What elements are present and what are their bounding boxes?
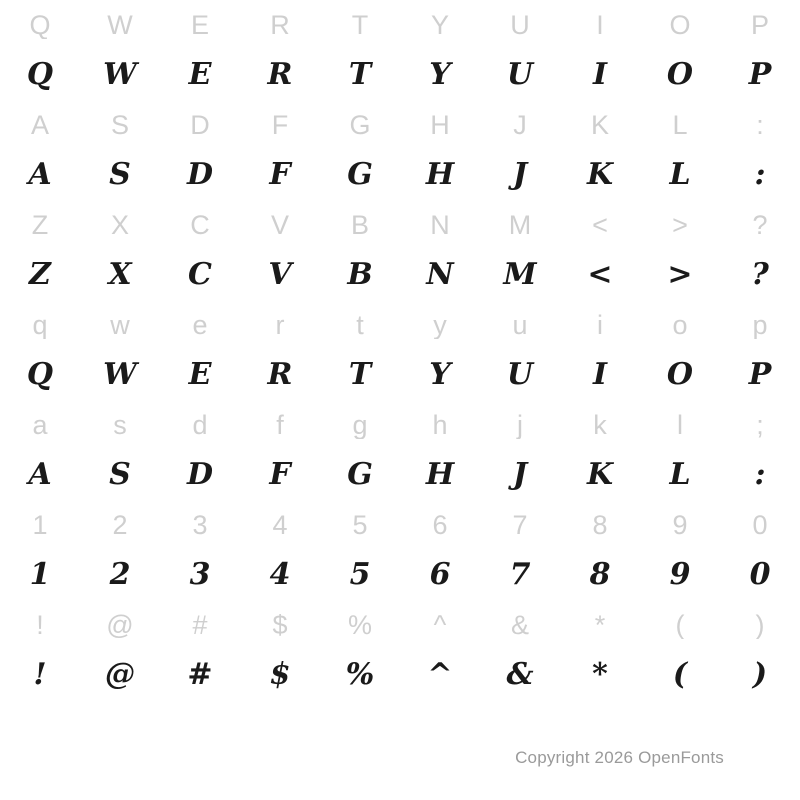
key-label: : xyxy=(756,111,764,139)
key-label: e xyxy=(192,311,208,339)
glyph-cell: I xyxy=(592,60,608,90)
key-label: ) xyxy=(755,611,765,639)
glyph-cell: 5 xyxy=(349,560,371,590)
glyph-cell: U xyxy=(506,60,534,90)
glyph-cell: C xyxy=(188,260,212,290)
glyph-cell: O xyxy=(666,60,694,90)
glyph-cell: 3 xyxy=(189,560,211,590)
key-label: C xyxy=(190,211,210,239)
key-label: X xyxy=(110,211,129,239)
key-label: U xyxy=(510,11,530,39)
glyph-cell: S xyxy=(109,460,131,490)
key-label: 8 xyxy=(592,511,608,539)
glyph-cell: ) xyxy=(752,660,768,690)
key-label: E xyxy=(190,11,209,39)
key-label: J xyxy=(513,111,527,139)
key-label: 9 xyxy=(672,511,688,539)
key-label: s xyxy=(113,411,127,439)
key-label: > xyxy=(672,211,688,239)
glyph-cell: K xyxy=(586,460,614,490)
glyph-cell: 7 xyxy=(509,560,531,590)
key-label: k xyxy=(593,411,607,439)
key-label: 1 xyxy=(32,511,48,539)
key-label: t xyxy=(356,311,364,339)
keyboard-label-row xyxy=(0,100,800,150)
key-label: B xyxy=(350,211,369,239)
glyph-cell: 4 xyxy=(269,560,291,590)
glyph-cell: Q xyxy=(26,60,54,90)
glyph-cell: ? xyxy=(751,260,769,290)
key-label: S xyxy=(110,111,129,139)
key-label: 2 xyxy=(112,511,128,539)
glyph-cell: ! xyxy=(33,660,47,690)
glyph-cell: & xyxy=(506,660,534,690)
key-label: u xyxy=(512,311,528,339)
key-label: & xyxy=(510,611,529,639)
glyph-row xyxy=(0,50,800,100)
keyboard-label-row xyxy=(0,300,800,350)
copyright-notice: Copyright 2026 OpenFonts xyxy=(515,748,724,767)
glyph-row xyxy=(0,250,800,300)
glyph-cell: B xyxy=(347,260,373,290)
key-label: O xyxy=(669,11,691,39)
glyph-cell: U xyxy=(506,360,534,390)
key-label: q xyxy=(32,311,48,339)
glyph-cell: 9 xyxy=(669,560,691,590)
key-label: d xyxy=(192,411,208,439)
key-label: @ xyxy=(106,611,134,639)
key-label: 7 xyxy=(512,511,528,539)
glyph-cell: V xyxy=(268,260,292,290)
glyph-cell: P xyxy=(748,360,772,390)
key-label: l xyxy=(677,411,683,439)
glyph-row xyxy=(0,450,800,500)
glyph-cell: M xyxy=(503,260,537,290)
glyph-cell: E xyxy=(188,60,212,90)
key-label: ^ xyxy=(433,611,447,639)
key-label: T xyxy=(351,11,369,39)
key-label: $ xyxy=(272,611,288,639)
glyph-cell: 6 xyxy=(429,560,451,590)
glyph-cell: Y xyxy=(429,360,451,390)
glyph-cell: % xyxy=(345,660,375,690)
key-label: # xyxy=(192,611,208,639)
glyph-cell: W xyxy=(103,60,137,90)
key-label: 3 xyxy=(192,511,208,539)
key-label: Y xyxy=(430,11,449,39)
key-label: o xyxy=(672,311,688,339)
glyph-cell: 0 xyxy=(749,560,771,590)
glyph-cell: R xyxy=(267,60,293,90)
key-label: y xyxy=(433,311,447,339)
key-label: W xyxy=(107,11,133,39)
key-label: P xyxy=(750,11,769,39)
glyph-cell: Q xyxy=(26,360,54,390)
key-label: j xyxy=(517,411,523,439)
glyph-cell: 1 xyxy=(29,560,51,590)
glyph-cell: F xyxy=(269,460,291,490)
glyph-cell: N xyxy=(426,260,454,290)
glyph-cell: G xyxy=(347,160,373,190)
glyph-cell: ( xyxy=(672,660,688,690)
key-label: a xyxy=(32,411,48,439)
glyph-cell: S xyxy=(109,160,131,190)
glyph-cell: R xyxy=(267,360,293,390)
glyph-row xyxy=(0,550,800,600)
key-label: w xyxy=(110,311,130,339)
key-label: 4 xyxy=(272,511,288,539)
glyph-cell: > xyxy=(667,260,693,290)
key-label: Q xyxy=(29,11,51,39)
glyph-row xyxy=(0,350,800,400)
key-label: I xyxy=(596,11,604,39)
key-label: f xyxy=(276,411,284,439)
glyph-cell: Y xyxy=(429,60,451,90)
key-label: ! xyxy=(36,611,44,639)
key-label: ; xyxy=(756,411,764,439)
glyph-cell: W xyxy=(103,360,137,390)
glyph-cell: T xyxy=(348,360,372,390)
glyph-row xyxy=(0,150,800,200)
glyph-cell: K xyxy=(586,160,614,190)
key-label: L xyxy=(672,111,688,139)
key-label: p xyxy=(752,311,768,339)
key-label: i xyxy=(597,311,603,339)
keyboard-label-row xyxy=(0,0,800,50)
key-label: V xyxy=(270,211,289,239)
glyph-cell: : xyxy=(754,160,766,190)
key-label: g xyxy=(352,411,368,439)
keyboard-label-row xyxy=(0,500,800,550)
key-label: 6 xyxy=(432,511,448,539)
glyph-cell: # xyxy=(187,660,213,690)
glyph-cell: F xyxy=(269,160,291,190)
glyph-cell: A xyxy=(28,160,52,190)
key-label: < xyxy=(592,211,608,239)
glyph-cell: Z xyxy=(29,260,51,290)
key-label: A xyxy=(30,111,49,139)
glyph-cell: L xyxy=(669,160,691,190)
keyboard-label-row xyxy=(0,200,800,250)
key-label: H xyxy=(430,111,450,139)
key-label: K xyxy=(590,111,609,139)
key-label: N xyxy=(430,211,450,239)
key-label: r xyxy=(275,311,285,339)
glyph-cell: * xyxy=(592,660,608,690)
glyph-cell: D xyxy=(186,460,213,490)
key-label: h xyxy=(432,411,448,439)
glyph-cell: L xyxy=(669,460,691,490)
key-label: 5 xyxy=(352,511,368,539)
glyph-row xyxy=(0,650,800,700)
glyph-cell: J xyxy=(512,460,528,490)
glyph-cell: $ xyxy=(269,660,291,690)
keyboard-label-row xyxy=(0,600,800,650)
glyph-cell: P xyxy=(748,60,772,90)
glyph-cell: H xyxy=(425,460,455,490)
glyph-cell: G xyxy=(347,460,373,490)
glyph-cell: D xyxy=(186,160,213,190)
glyph-cell: X xyxy=(108,260,132,290)
glyph-cell: 8 xyxy=(589,560,611,590)
glyph-cell: A xyxy=(28,460,52,490)
glyph-cell: O xyxy=(666,360,694,390)
glyph-cell: @ xyxy=(105,660,135,690)
key-label: ( xyxy=(675,611,685,639)
key-label: % xyxy=(347,611,372,639)
glyph-cell: < xyxy=(587,260,613,290)
glyph-cell: : xyxy=(754,460,766,490)
key-label: F xyxy=(271,111,289,139)
glyph-cell: H xyxy=(425,160,455,190)
key-label: R xyxy=(270,11,290,39)
key-label: D xyxy=(190,111,210,139)
glyph-cell: ^ xyxy=(427,660,453,690)
key-label: M xyxy=(508,211,532,239)
key-label: 0 xyxy=(752,511,768,539)
glyph-cell: I xyxy=(592,360,608,390)
key-label: Z xyxy=(31,211,49,239)
glyph-cell: E xyxy=(188,360,212,390)
glyph-cell: J xyxy=(512,160,528,190)
key-label: ? xyxy=(752,211,768,239)
glyph-cell: T xyxy=(348,60,372,90)
key-label: G xyxy=(349,111,371,139)
glyph-cell: 2 xyxy=(109,560,131,590)
keyboard-label-row xyxy=(0,400,800,450)
key-label: * xyxy=(594,611,606,639)
